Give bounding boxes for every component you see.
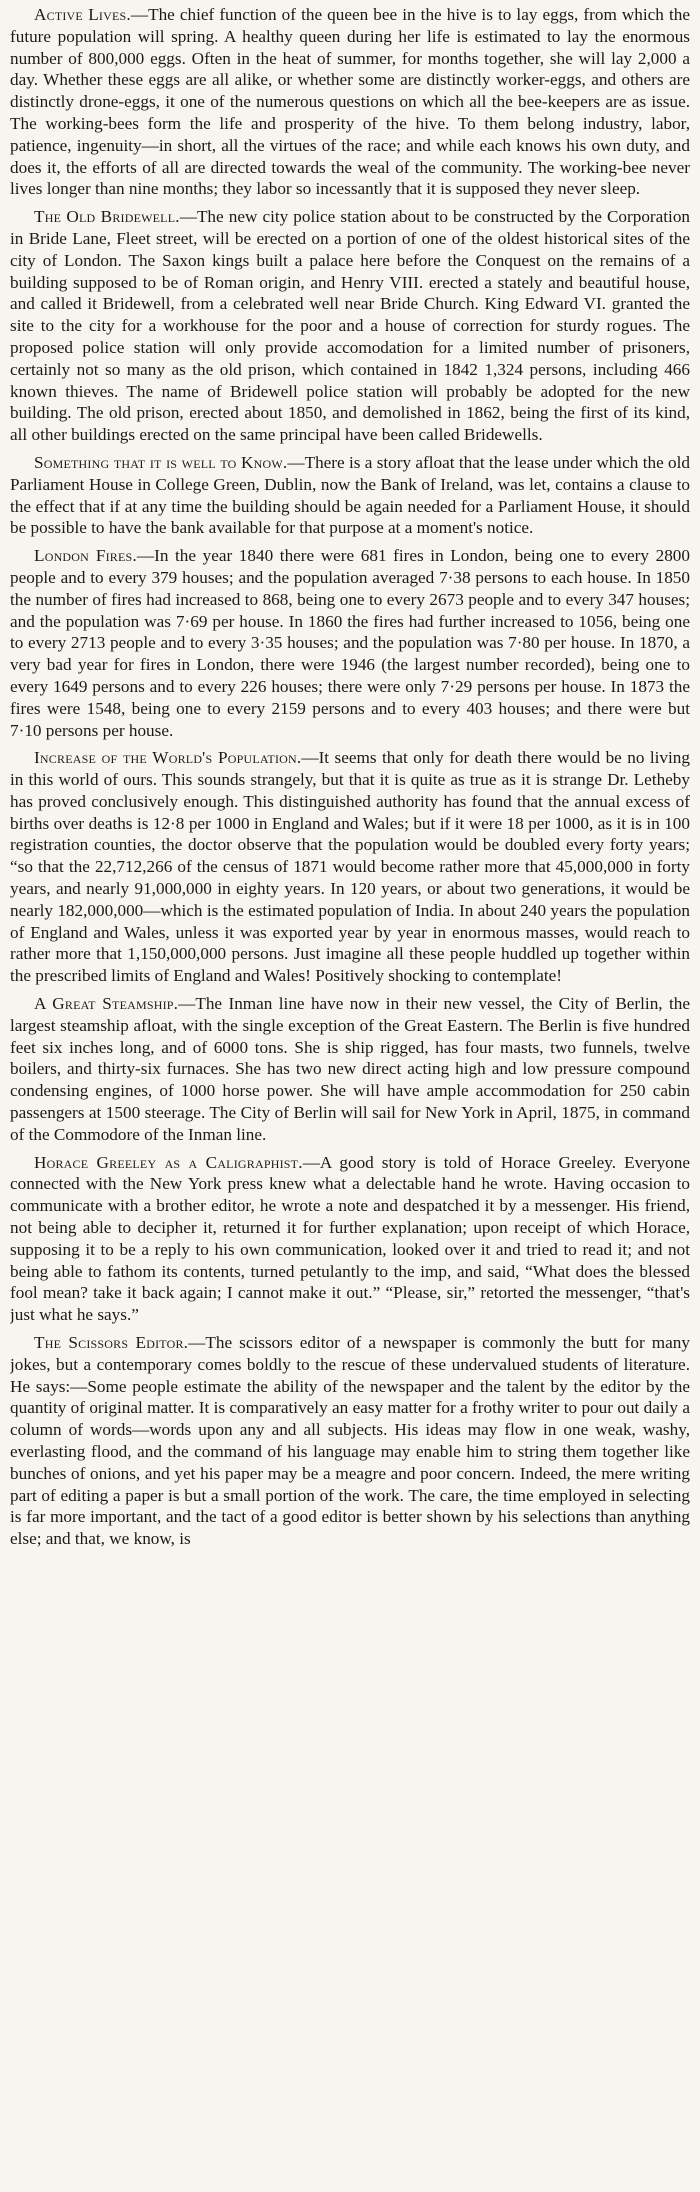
article-scissors-editor: [10, 1332, 690, 1550]
article-heading: London Fires.: [34, 546, 137, 566]
article-horace-greeley: [10, 1152, 690, 1326]
article-great-steamship: [10, 993, 690, 1146]
article-body: —The chief function of the queen bee in the hive is to lay eggs, from which the future population will spring. A healthy queen during her life is estimated to lay the enormous number of 800,000 eggs. Often in the heat of summer, for months together, she will lay 2,000 a day. Whether these eggs are all alike, or whether some are distinctly worker-eggs, and others are distinctly drone-eggs, it one of the numerous questions on which all the bee-keepers are as issue. The working-bees form the life and prosperity of the hive. To them belong industry, labor, patience, ingenuity—in short, all the virtues of the race; and while each knows his own duty, and does it, the efforts of all are directed towards the weal of the community. The working-bee never lives longer than nine months; they labor so incessantly that it is supposed they never sleep.: [10, 5, 690, 199]
article-heading: The Old Bridewell.: [34, 207, 180, 227]
article-heading: A Great Steamship.: [34, 994, 179, 1014]
article-heading: Something that it is well to Know.: [34, 452, 288, 472]
article-body: —It seems that only for death there would be no living in this world of ours. This sounds strangely, but that it is quite as true as it is strange Dr. Letheby has proved conclusively enough. This distinguished authority has found that the annual excess of births over deaths is 12·8 per 1000 in England and Wales; but if it were 18 per 1000, as it is in 100 registration counties, the doctor observe that the population would be doubled every forty years; “so that the 22,712,266 of the census of 1871 would become rather more that 45,000,000 in forty years, and nearly 91,000,000 in eighty years. In 120 years, or about two generations, it would be nearly 182,000,000—which is the estimated population of India. In about 240 years the population of England and Wales, unless it was exported year by year in enormous masses, would reach to rather more that 1,150,000,000 persons. Just imagine all these people huddled up together within the prescribed limits of England and Wales! Positively shocking to contemplate!: [10, 748, 690, 986]
article-body: —The new city police station about to be constructed by the Corporation in Bride Lane, Fleet street, will be erected on a portion of one of the oldest historical sites of the city of London. The Saxon kings built a palace here before the Conquest on the remains of a building supposed to be of Roman origin, and Henry VIII. erected a stately and beautiful house, and called it Bridewell, from a celebrated well near Bride Church. King Edward VI. granted the site to the city for a workhouse for the poor and a house of correction for sturdy rogues. The proposed police station will only provide accomodation for a limited number of prisoners, certainly not so many as the old prison, which contained in 1842 1,324 persons, including 466 known thieves. The name of Bridewell police station will probably be adopted for the new building. The old prison, erected about 1850, and demolished in 1862, being the first of its kind, all other buildings erected on the same principal have been called Bridewells.: [10, 207, 690, 445]
article-heading: Horace Greeley as a Caligraphist.: [34, 1152, 303, 1172]
article-heading: The Scissors Editor.: [34, 1333, 189, 1353]
article-heading: Active Lives.: [34, 5, 131, 24]
article-heading: Increase of the World's Population.: [34, 748, 302, 768]
article-body: —In the year 1840 there were 681 fires in London, being one to every 2800 people and to every 379 houses; and the population averaged 7·38 persons to each house. In 1850 the number of fires had increased to 868, being one to every 2673 people and to every 347 houses; and the population was 7·69 per house. In 1860 the fires had further increased to 1056, being one to every 2713 people and to every 3·35 houses; and the population was 7·80 per house. In 1870, a very bad year for fires in London, there were 1946 (the largest number recorded), being one to every 1649 persons and to every 226 houses; there were only 7·29 persons per house. In 1873 the fires were 1548, being one to every 2159 persons and to every 403 houses; and there were but 7·10 persons per house.: [10, 546, 690, 740]
newspaper-column: [10, 4, 690, 2188]
article-body: —The Inman line have now in their new vessel, the City of Berlin, the largest steamship afloat, with the single exception of the Great Eastern. The Berlin is five hundred feet six inches long, and of 6000 tons. She is ship rigged, has four masts, two funnels, twelve boilers, and thirty-six furnaces. She has two new direct acting high and low pressure compound condensing engines, of 1000 horse power. She will have ample accommodation for 250 cabin passengers at 1500 steerage. The City of Berlin will sail for New York in April, 1875, in command of the Commodore of the Inman line.: [10, 994, 690, 1144]
article-old-bridewell: [10, 206, 690, 446]
article-something-to-know: [10, 452, 690, 539]
article-body: —There is a story afloat that the lease under which the old Parliament House in College Green, Dublin, now the Bank of Ireland, was let, contains a clause to the effect that if at any time the building should be again needed for a Parliament House, it should be possible to have the bank available for that purpose at a moment's notice.: [10, 452, 690, 538]
article-active-lives: [10, 4, 690, 200]
article-body: —The scissors editor of a newspaper is commonly the butt for many jokes, but a contemporary comes boldly to the rescue of these undervalued students of literature. He says:—Some people estimate the ability of the newspaper and the talent by the editor by the quantity of original matter. It is comparatively an easy matter for a frothy writer to pour out daily a column of words—words upon any and all subjects. His ideas may flow in one weak, washy, everlasting flood, and the command of his language may enable him to string them together like bunches of onions, and yet his paper may be a meagre and poor concern. Indeed, the mere writing part of editing a paper is but a small portion of the work. The care, the time employed in selecting is far more important, and the tact of a good editor is better shown by his selections than anything else; and that, we know, is: [10, 1333, 690, 1549]
article-body: —A good story is told of Horace Greeley. Everyone connected with the New York press knew what a delectable hand he wrote. Having occasion to communicate with a brother editor, he wrote a note and despatched it by a messenger. His friend, not being able to decipher it, returned it for further explanation; upon receipt of which Horace, supposing it to be a reply to his own communication, looked over it and tried to read it; and not being able to fathom its contents, turned petulantly to the imp, and said, “What does the blessed fool mean? take it back again; I cannot make it out.” “Please, sir,” retorted the messenger, “that's just what he says.”: [10, 1152, 690, 1325]
article-london-fires: [10, 545, 690, 741]
article-world-population: [10, 747, 690, 987]
